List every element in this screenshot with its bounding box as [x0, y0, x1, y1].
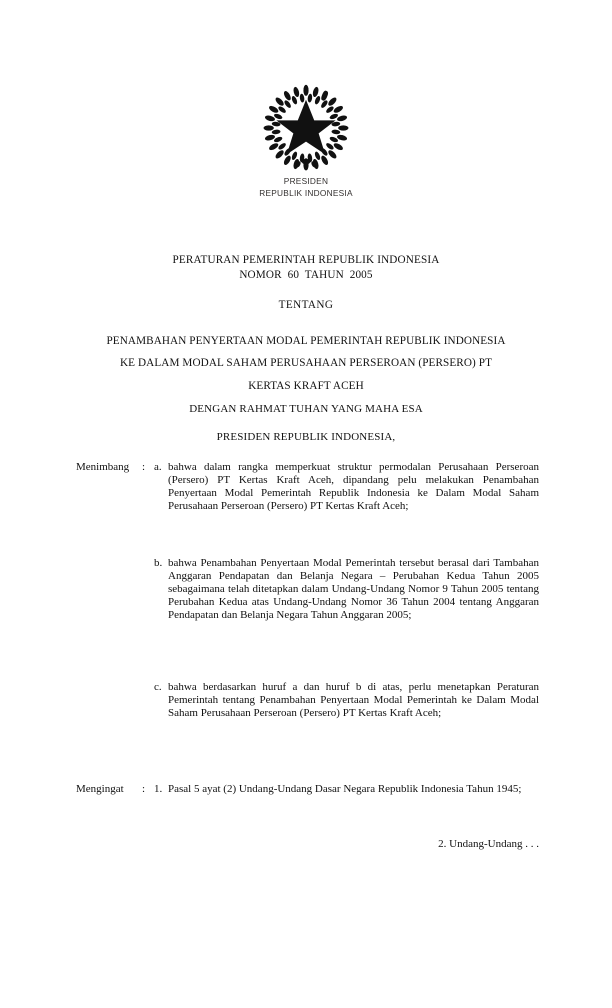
considerations-item-a	[76, 461, 539, 513]
emblem-block	[0, 84, 612, 199]
emblem-caption-line-1: PRESIDEN	[283, 176, 329, 186]
considerations-item-b	[76, 557, 539, 622]
legal-basis-item-1	[76, 783, 539, 796]
considerations-marker-a: a.	[154, 461, 162, 473]
subject-line-2: KE DALAM MODAL SAHAM PERUSAHAAN PERSEROAN (PERSERO) PT	[119, 357, 493, 369]
title-spacer-2	[76, 313, 536, 330]
regulation-title-line: PERATURAN PEMERINTAH REPUBLIK INDONESIA	[172, 254, 440, 266]
considerations-text-a: bahwa dalam rangka memperkuat struktur permodalan Perusahaan Perseroan (Persero) PT Kertas Kraft Aceh, dipandang pelu melakukan Penambahan Penyertaan Modal Pemerintah Republik Indonesia ke Dalam Modal Saham Perusahaan Perseroan (Persero) PT Kertas Kraft Aceh;	[168, 461, 539, 513]
document-title-block	[76, 253, 536, 397]
considerations-marker-b: b.	[154, 557, 163, 569]
considerations-text-b: bahwa Penambahan Penyertaan Modal Pemerintah tersebut berasal dari Tambahan Anggaran Pendapatan dan Belanja Negara – Perubahan Kedua Tahun 2005 sebagaimana telah ditetapkan dalam Undang-Undang Nomor 9 Tahun 2005 tentang Perubahan Kedua atas Undang-Undang Nomor 36 Tahun 2004 tentang Anggaran Pendapatan dan Belanja Negara Tahun Anggaran 2005;	[168, 557, 539, 622]
blessing-line: DENGAN RAHMAT TUHAN YANG MAHA ESA	[189, 403, 423, 415]
authority-line: PRESIDEN REPUBLIK INDONESIA,	[216, 431, 396, 443]
garuda-star-wreath-emblem	[258, 84, 354, 172]
subject-line-1: PENAMBAHAN PENYERTAAN MODAL PEMERINTAH REPUBLIK INDONESIA	[106, 334, 506, 347]
page-continuation-marker: 2. Undang-Undang . . .	[438, 838, 539, 850]
considerations-label: Menimbang	[76, 461, 130, 473]
considerations-item-c	[76, 681, 539, 720]
legal-basis-label: Mengingat	[76, 783, 124, 795]
regulation-number-line: NOMOR 60 TAHUN 2005	[239, 268, 373, 281]
tentang-label: TENTANG	[278, 299, 334, 311]
title-spacer-1	[76, 282, 536, 298]
legal-basis-colon: :	[142, 783, 146, 795]
considerations-marker-c: c.	[154, 681, 162, 693]
legal-basis-marker-1: 1.	[154, 783, 163, 795]
considerations-text-c: bahwa berdasarkan huruf a dan huruf b di atas, perlu menetapkan Peraturan Pemerintah tentang Penambahan Penyertaan Modal Pemerintah ke Dalam Modal Saham Perusahaan Perseroan (Persero) PT Kertas Kraft Aceh;	[168, 681, 539, 720]
emblem-caption-line-2: REPUBLIK INDONESIA	[259, 187, 353, 198]
legal-basis-text-1: Pasal 5 ayat (2) Undang-Undang Dasar Negara Republik Indonesia Tahun 1945;	[168, 783, 522, 795]
considerations-colon: :	[142, 461, 146, 473]
emblem-caption	[0, 176, 612, 199]
subject-line-3: KERTAS KRAFT ACEH	[248, 379, 364, 392]
